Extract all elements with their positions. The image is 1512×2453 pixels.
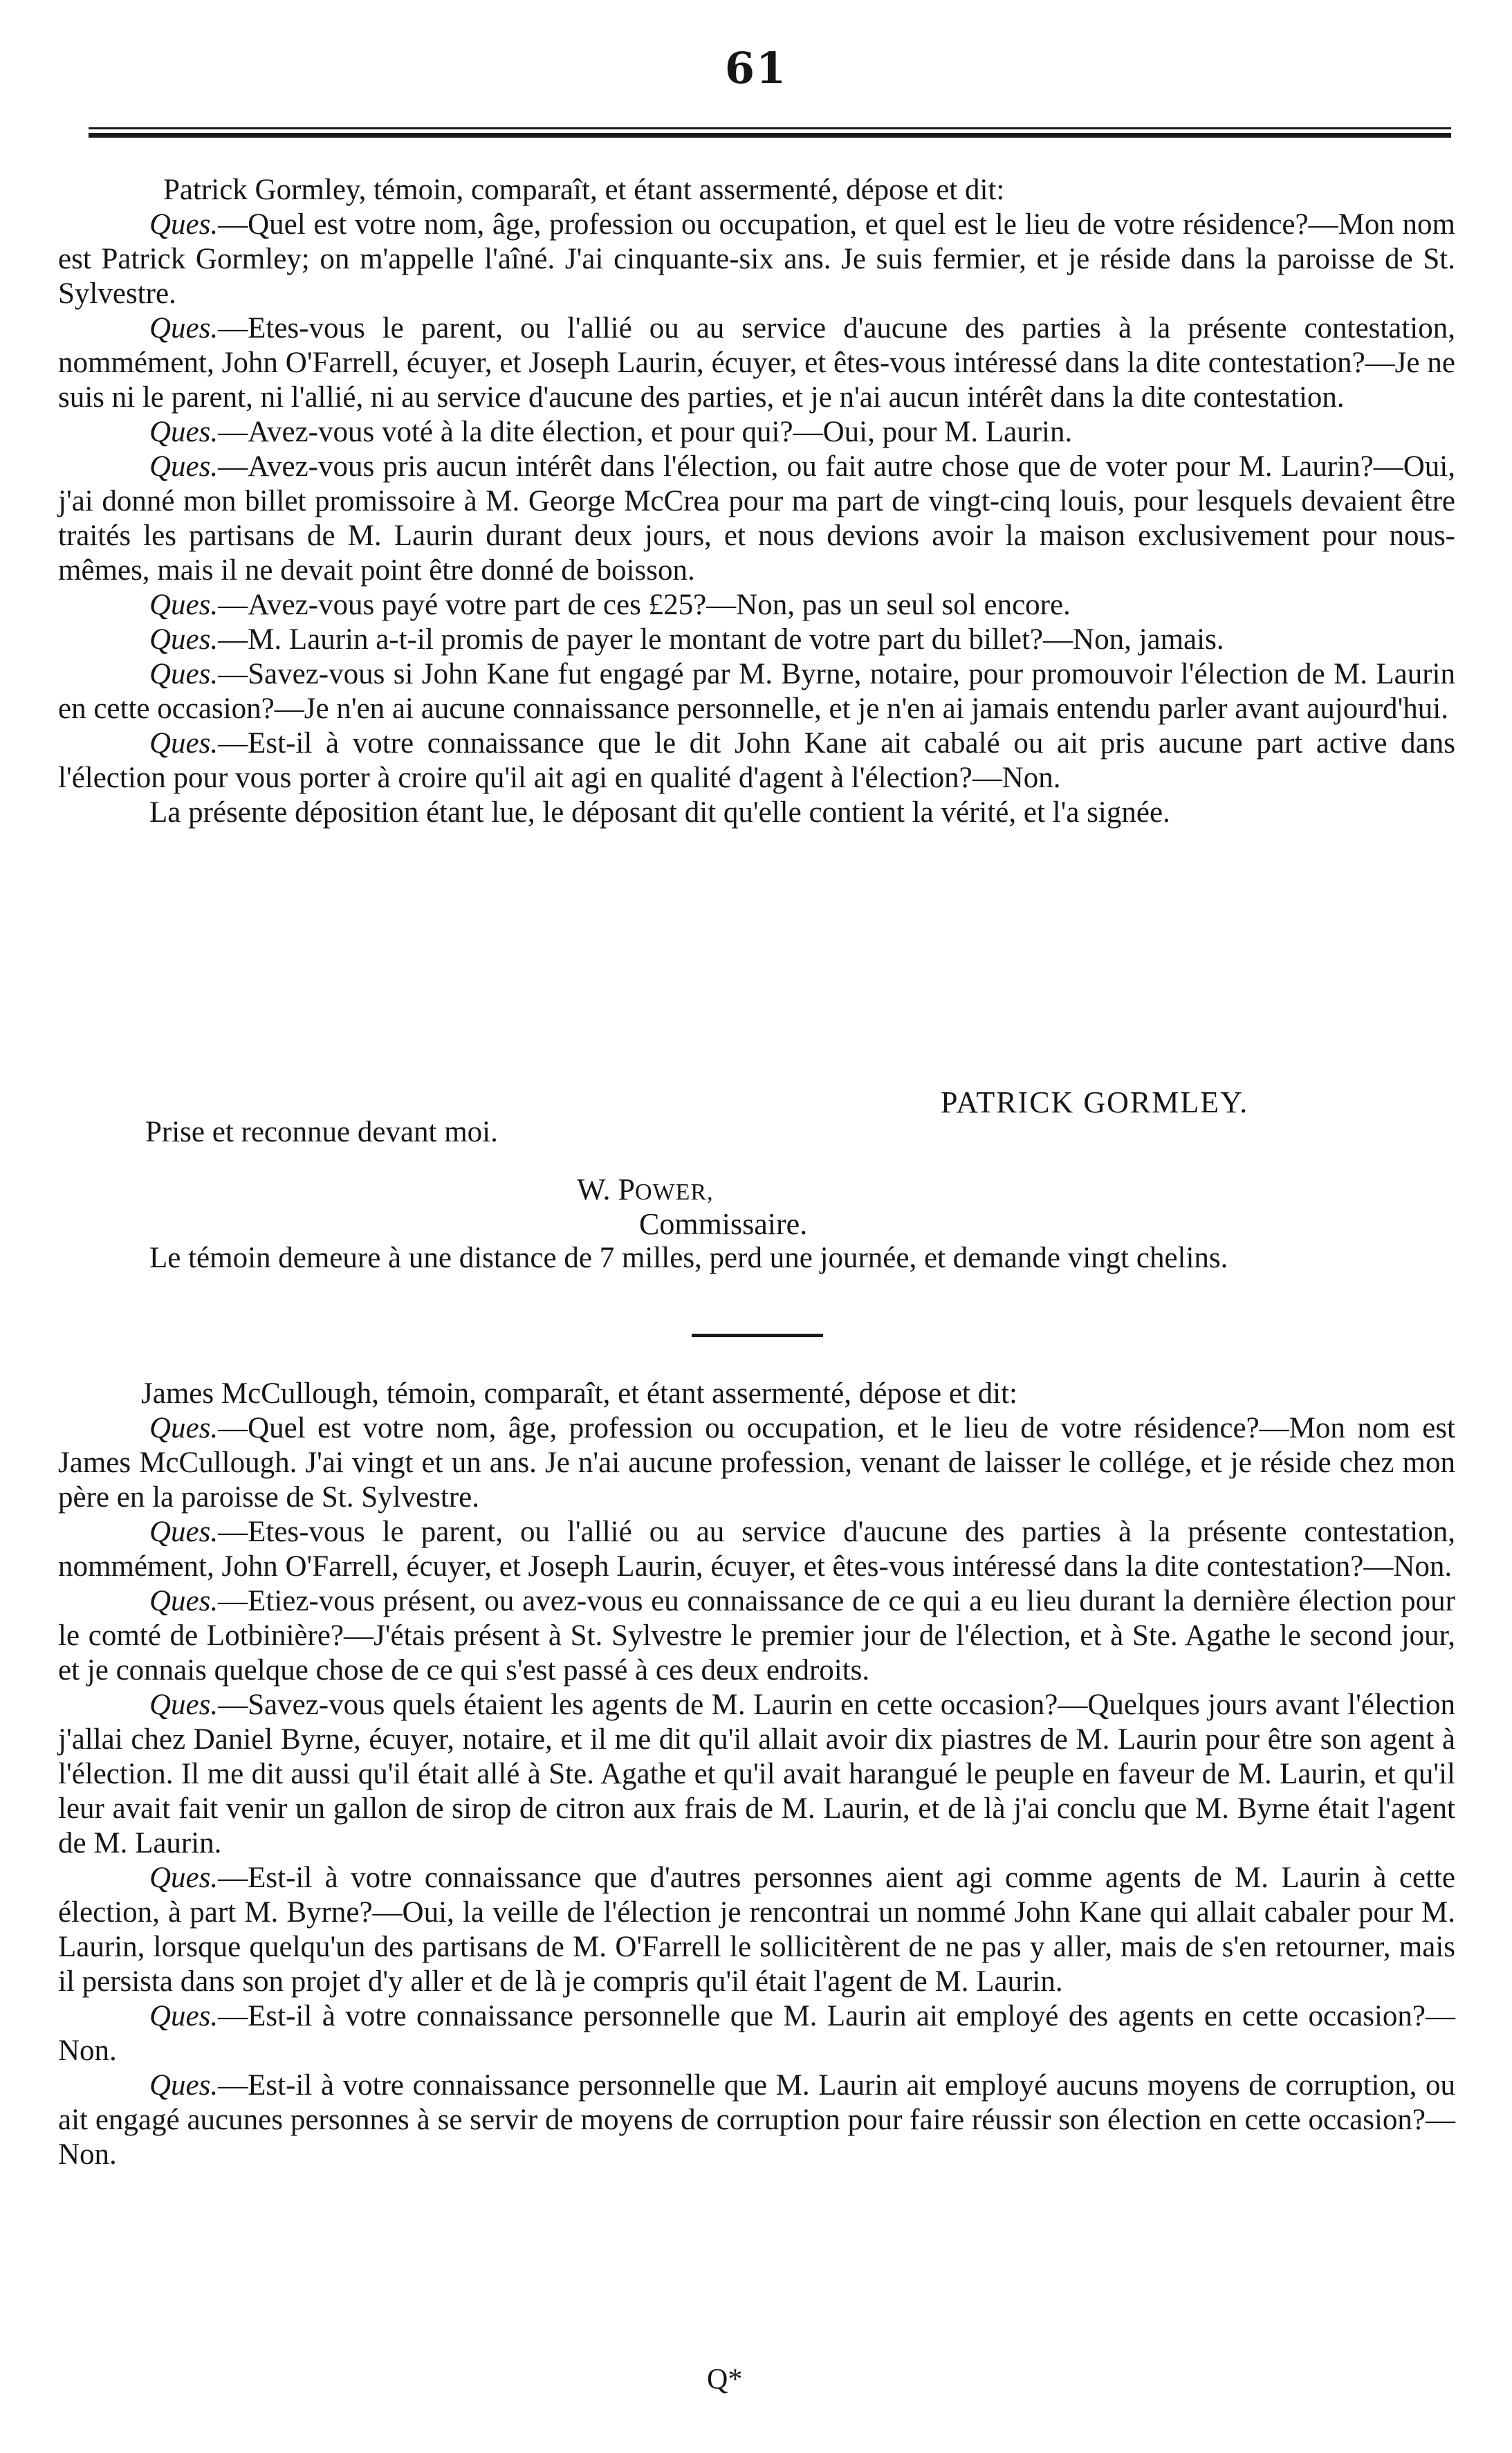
qa-text: —Savez-vous si John Kane fut engagé par M. Byrne, notaire, pour promouvoir l'élection de M. Laurin en cette occasion?—Je n'en ai aucune connaissance personnelle, et je n'en ai jamais entendu parler avant aujourd'hui. (58, 658, 1455, 725)
qa-paragraph (58, 1584, 1455, 1688)
distance-note: Le témoin demeure à une distance de 7 milles, perd une journée, et demande vingt chelins. (149, 1242, 1228, 1274)
qa-paragraph (58, 1411, 1455, 1515)
ques-label: Ques. (149, 1412, 219, 1444)
page-number: 61 (724, 43, 788, 93)
prise-line: Prise et reconnue devant moi. (145, 1116, 498, 1148)
qa-paragraph (58, 1515, 1455, 1584)
qa-text: —Avez-vous voté à la dite élection, et pour qui?—Oui, pour M. Laurin. (218, 416, 1073, 448)
ques-label: Ques. (149, 2000, 219, 2032)
ques-label: Ques. (149, 208, 219, 241)
qa-text: —M. Laurin a-t-il promis de payer le montant de votre part du billet?—Non, jamais. (218, 623, 1224, 656)
qa-paragraph (58, 311, 1455, 415)
ques-label: Ques. (149, 727, 219, 760)
ques-label: Ques. (149, 312, 219, 344)
qa-paragraph (58, 657, 1455, 726)
commissioner-initial: W. P (577, 1173, 635, 1206)
qa-text: —Avez-vous pris aucun intérêt dans l'élection, ou fait autre chose que de voter pour M. Laurin?—Oui, j'ai donné mon billet promissoire à M. George McCrea pour ma part de vingt-cinq louis, pour lesquels devaient être traités les partisans de M. Laurin durant deux jours, et nous devions avoir la maison exclusivement pour nous-mêmes, mais il ne devait point être donné de boisson. (58, 450, 1455, 587)
ques-label: Ques. (149, 589, 219, 621)
ques-label: Ques. (149, 416, 219, 448)
witness-intro: Patrick Gormley, témoin, comparaît, et étant assermenté, dépose et dit: (163, 174, 1005, 206)
section-divider (692, 1334, 823, 1337)
ques-label: Ques. (149, 2069, 219, 2102)
closing-statement: La présente déposition étant lue, le déposant dit qu'elle contient la vérité, et l'a signée. (149, 796, 1170, 829)
commissioner-title: Commissaire. (639, 1207, 808, 1241)
qa-text: —Est-il à votre connaissance personnelle que M. Laurin ait employé aucuns moyens de corruption, ou ait engagé aucunes personnes à se servir de moyens de corruption pour faire réussir son élection en cette occasion?—Non. (58, 2069, 1455, 2171)
qa-text: —Avez-vous payé votre part de ces £25?—Non, pas un seul sol encore. (218, 589, 1071, 621)
ques-label: Ques. (149, 1862, 219, 1894)
qa-paragraph (58, 588, 1455, 623)
ques-label: Ques. (149, 1516, 219, 1548)
ques-label: Ques. (149, 623, 219, 656)
qa-text: —Etes-vous le parent, ou l'allié ou au service d'aucune des parties à la présente contestation, nommément, John O'Farrell, écuyer, et Joseph Laurin, écuyer, et êtes-vous intéressé dans la dite contestation?—Non. (58, 1516, 1455, 1583)
witness-intro: James McCullough, témoin, comparaît, et étant assermenté, dépose et dit: (141, 1377, 1017, 1410)
commissioner-name (577, 1172, 714, 1207)
commissioner-surname: OWER, (634, 1179, 714, 1205)
qa-paragraph (58, 208, 1455, 311)
distance-note-block (58, 1241, 1455, 1276)
signature-mark: Q* (707, 2364, 743, 2396)
qa-text: —Est-il à votre connaissance que d'autres personnes aient agi comme agents de M. Laurin à cette élection, à part M. Byrne?—Oui, la veille de l'élection je rencontrai un nommé John Kane qui allait cabaler pour M. Laurin, lorsque quelqu'un des partisans de M. O'Farrell le sollicitèrent de ne pas y aller, mais de s'en retourner, mais il persista dans son projet d'y aller et de là je compris qu'il était l'agent de M. Laurin. (58, 1862, 1455, 1998)
qa-paragraph (58, 1688, 1455, 1861)
header-rule-thick (89, 133, 1451, 138)
qa-text: —Savez-vous quels étaient les agents de M. Laurin en cette occasion?—Quelques jours avant l'élection j'allai chez Daniel Byrne, écuyer, notaire, et il me dit qu'il allait avoir dix piastres de M. Laurin pour être son agent à l'élection. Il me dit aussi qu'il était allé à Ste. Agathe et qu'il avait harangué le peuple en faveur de M. Laurin, et qu'il leur avait fait venir un gallon de sirop de citron aux frais de M. Laurin, et de là j'ai conclu que M. Byrne était l'agent de M. Laurin. (58, 1689, 1455, 1859)
qa-paragraph (58, 726, 1455, 796)
ques-label: Ques. (149, 450, 219, 483)
header-rule-thin (89, 127, 1451, 129)
qa-text: —Quel est votre nom, âge, profession ou occupation, et le lieu de votre résidence?—Mon nom est James McCullough. J'ai vingt et un ans. Je n'ai aucune profession, venant de laisser le collége, et je réside chez mon père en la paroisse de St. Sylvestre. (58, 1412, 1455, 1514)
qa-text: —Quel est votre nom, âge, profession ou occupation, et quel est le lieu de votre résidence?—Mon nom est Patrick Gormley; on m'appelle l'aîné. J'ai cinquante-six ans. Je suis fermier, et je réside dans la paroisse de St. Sylvestre. (58, 208, 1455, 310)
qa-paragraph (58, 450, 1455, 588)
ques-label: Ques. (149, 658, 219, 690)
qa-paragraph (58, 1861, 1455, 1999)
qa-text: —Est-il à votre connaissance personnelle que M. Laurin ait employé des agents en cette occasion?—Non. (58, 2000, 1455, 2067)
deposition-gormley (58, 173, 1455, 830)
deposition-mccullough (58, 1377, 1455, 2172)
qa-text: —Etiez-vous présent, ou avez-vous eu connaissance de ce qui a eu lieu durant la dernière élection pour le comté de Lotbinière?—J'étais présent à St. Sylvestre le premier jour de l'élection, et à Ste. Agathe le second jour, et je connais quelque chose de ce qui s'est passé à ces deux endroits. (58, 1585, 1455, 1687)
qa-text: —Est-il à votre connaissance que le dit John Kane ait cabalé ou ait pris aucune part active dans l'élection pour vous porter à croire qu'il ait agi en qualité d'agent à l'élection?—Non. (58, 727, 1455, 794)
qa-paragraph (58, 1999, 1455, 2068)
qa-text: —Etes-vous le parent, ou l'allié ou au service d'aucune des parties à la présente contestation, nommément, John O'Farrell, écuyer, et Joseph Laurin, écuyer, et êtes-vous intéressé dans la dite contestation?—Je ne suis ni le parent, ni l'allié, ni au service d'aucune des parties, et je n'ai aucun intérêt dans la dite contestation. (58, 312, 1455, 414)
qa-paragraph (58, 623, 1455, 657)
witness-signature: PATRICK GORMLEY. (941, 1085, 1249, 1119)
ques-label: Ques. (149, 1689, 219, 1721)
qa-paragraph (58, 415, 1455, 450)
ques-label: Ques. (149, 1585, 219, 1617)
qa-paragraph (58, 2068, 1455, 2172)
